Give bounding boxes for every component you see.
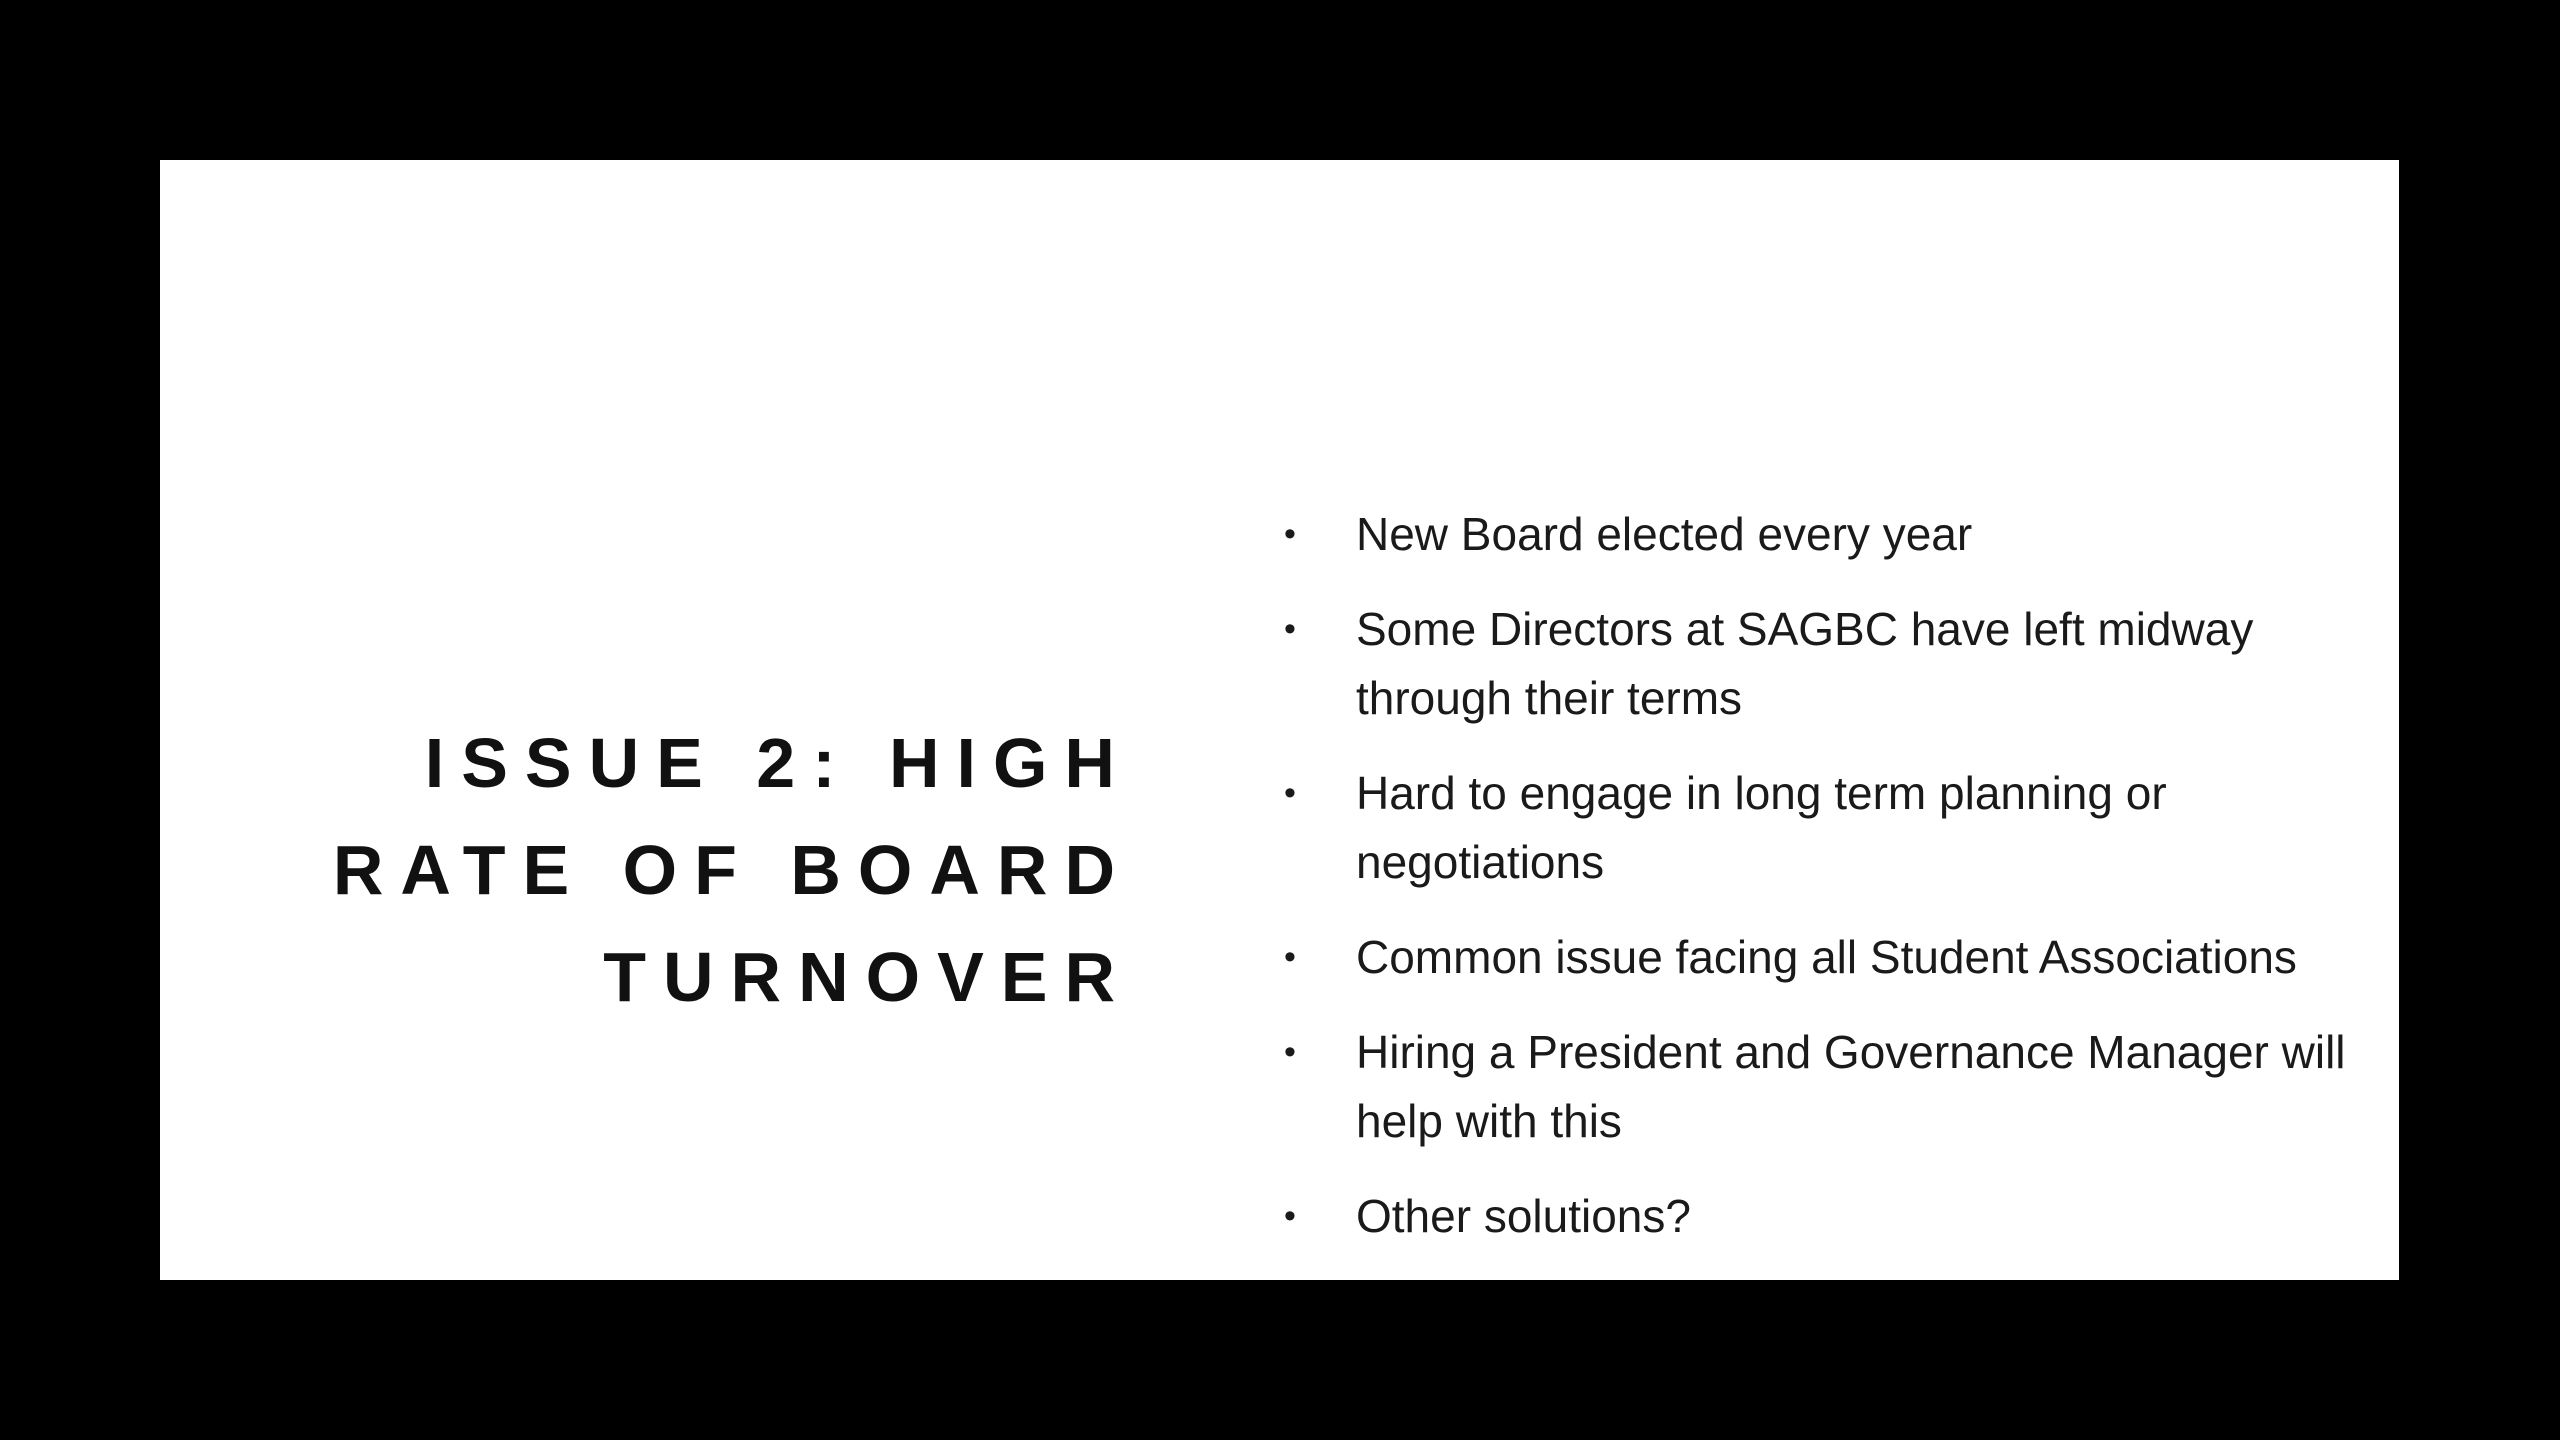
bullet-icon: • bbox=[1284, 610, 1296, 648]
bullet-icon: • bbox=[1284, 515, 1296, 553]
slide-title-line-1: ISSUE 2: HIGH bbox=[424, 724, 1132, 802]
bullet-item bbox=[1284, 1018, 2364, 1156]
slide-title-line-2: RATE OF BOARD bbox=[332, 831, 1132, 909]
bullet-text: New Board elected every year bbox=[1356, 508, 1973, 560]
bullet-icon: • bbox=[1284, 774, 1296, 812]
bullet-text: Common issue facing all Student Associations bbox=[1356, 931, 2297, 983]
bullet-item bbox=[1284, 923, 2364, 992]
bullet-icon: • bbox=[1284, 938, 1296, 976]
bullet-list bbox=[1284, 500, 2364, 1277]
slide bbox=[160, 160, 2399, 1280]
bullet-icon: • bbox=[1284, 1033, 1296, 1071]
bullet-item bbox=[1284, 1182, 2364, 1251]
bullet-item bbox=[1284, 759, 2364, 897]
bullet-text: Some Directors at SAGBC have left midway through their terms bbox=[1356, 603, 2254, 724]
bullet-item bbox=[1284, 595, 2364, 733]
bullet-text: Hiring a President and Governance Manager will help with this bbox=[1356, 1026, 2346, 1147]
slide-title-line-3: TURNOVER bbox=[603, 938, 1132, 1016]
bullet-text: Other solutions? bbox=[1356, 1190, 1691, 1242]
slide-title bbox=[320, 710, 1132, 1031]
bullet-text: Hard to engage in long term planning or negotiations bbox=[1356, 767, 2167, 888]
bullet-icon: • bbox=[1284, 1197, 1296, 1235]
bullet-item bbox=[1284, 500, 2364, 569]
